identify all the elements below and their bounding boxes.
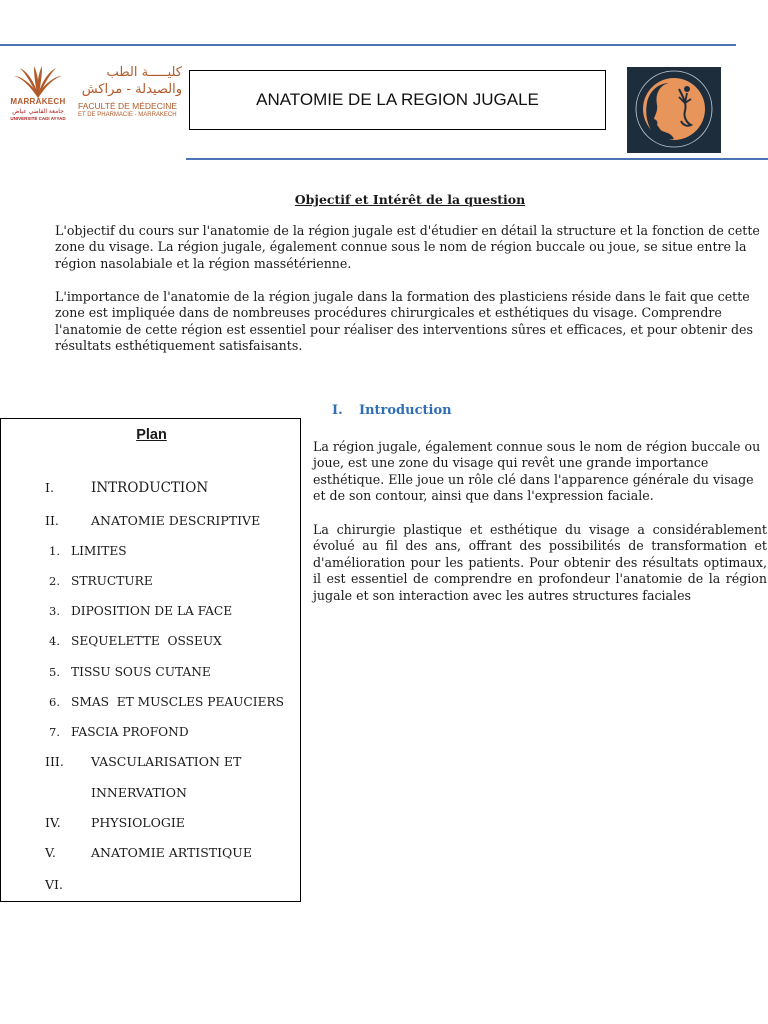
plan-item-label: SEQUELETTE OSSEUX <box>71 634 222 648</box>
plan-item-number: 5. <box>49 665 60 679</box>
plan-item-label: STRUCTURE <box>71 574 153 588</box>
plan-item-label: LIMITES <box>71 544 127 558</box>
objective-paragraph-2: L'importance de l'anatomie de la région jugale dans la formation des plasticiens réside dans le fait que cette zone est impliquée dans de nombreuses procédures chirurgicales et esthétiques du visage. Comprendre l'anatomie de cette région est essentiel pour réaliser des interventions sûres et efficaces, et pour obtenir des résultats esthétiquement satisfaisants. <box>55 289 753 354</box>
plan-box <box>0 418 301 902</box>
header-top-rule <box>0 44 736 46</box>
plan-item-label: PHYSIOLOGIE <box>91 815 185 830</box>
logo-arabic-line-1: كليـــــة الطب <box>106 65 182 80</box>
introduction-title: Introduction <box>359 403 452 418</box>
plan-item-label: ANATOMIE DESCRIPTIVE <box>91 513 261 528</box>
department-logo <box>627 67 721 153</box>
header-bottom-rule <box>186 158 768 160</box>
plan-item-label: TISSU SOUS CUTANE <box>71 665 211 679</box>
plan-item-number: 6. <box>49 695 60 709</box>
introduction-paragraph-2: La chirurgie plastique et esthétique du visage a considérablement évolué au fil des ans, offrant des possibilités de transformation et d'amélioration pour les patients. Pour obtenir des résultats optimaux, il est essentiel de comprendre en profondeur l'anatomie de la région jugale et son interaction avec les autres structures faciales <box>313 522 767 603</box>
plan-item-number: 2. <box>49 574 60 588</box>
plan-item-number: III. <box>45 754 64 769</box>
plan-title: Plan <box>136 427 167 443</box>
document-title-box <box>189 70 606 130</box>
plan-item-number: II. <box>45 513 59 528</box>
faculty-logo <box>10 64 182 130</box>
plan-item-number: VI. <box>45 877 63 892</box>
plan-item-label: SMAS ET MUSCLES PEAUCIERS <box>71 695 284 709</box>
face-silhouette-emblem-icon <box>627 67 721 153</box>
logo-arabic-line-2: والصيدلة - مراكش <box>81 82 182 97</box>
objective-paragraph-1: L'objectif du cours sur l'anatomie de la région jugale est d'étudier en détail la structure et la fonction de cette zone du visage. La région jugale, également connue sous le nom de région buccale ou joue, se situe entre la région nasolabiale et la région massétérienne. <box>55 223 760 271</box>
plan-item-number: 7. <box>49 725 60 739</box>
plan-item-number: I. <box>45 480 54 495</box>
plan-item-number: 1. <box>49 544 60 558</box>
logo-city-text: MARRAKECH <box>10 97 66 106</box>
plan-item-label: DIPOSITION DE LA FACE <box>71 604 233 618</box>
plan-item-label: INTRODUCTION <box>91 480 209 496</box>
introduction-paragraph-1: La région jugale, également connue sous le nom de région buccale ou joue, est une zone du visage qui revêt une grande importance esthétique. Elle joue un rôle clé dans l'apparence générale du visage et de son contour, ainsi que dans l'expression faciale. <box>313 439 761 504</box>
logo-university-french: UNIVERSITÉ CADI AYYAD <box>10 116 66 121</box>
plan-item-label: ANATOMIE ARTISTIQUE <box>91 845 252 860</box>
plan-item-number: 3. <box>49 604 60 618</box>
logo-university-arabic: جامعة القاضي عياض <box>12 108 64 115</box>
plan-item-number: V. <box>45 845 56 860</box>
plan-item-number: IV. <box>45 815 61 830</box>
plan-item-number: 4. <box>49 634 60 648</box>
logo-french-line-2: ET DE PHARMACIE - MARRAKECH <box>78 112 177 118</box>
objective-heading: Objectif et Intérêt de la question <box>294 192 526 207</box>
plan-item-label: INNERVATION <box>91 785 187 800</box>
document-title: ANATOMIE DE LA REGION JUGALE <box>256 90 539 109</box>
plan-item-label: FASCIA PROFOND <box>71 725 189 739</box>
logo-french-line-1: FACULTÉ DE MÉDECINE <box>78 101 178 111</box>
introduction-number: I. <box>332 403 343 418</box>
plan-item-label: VASCULARISATION ET <box>91 754 242 769</box>
